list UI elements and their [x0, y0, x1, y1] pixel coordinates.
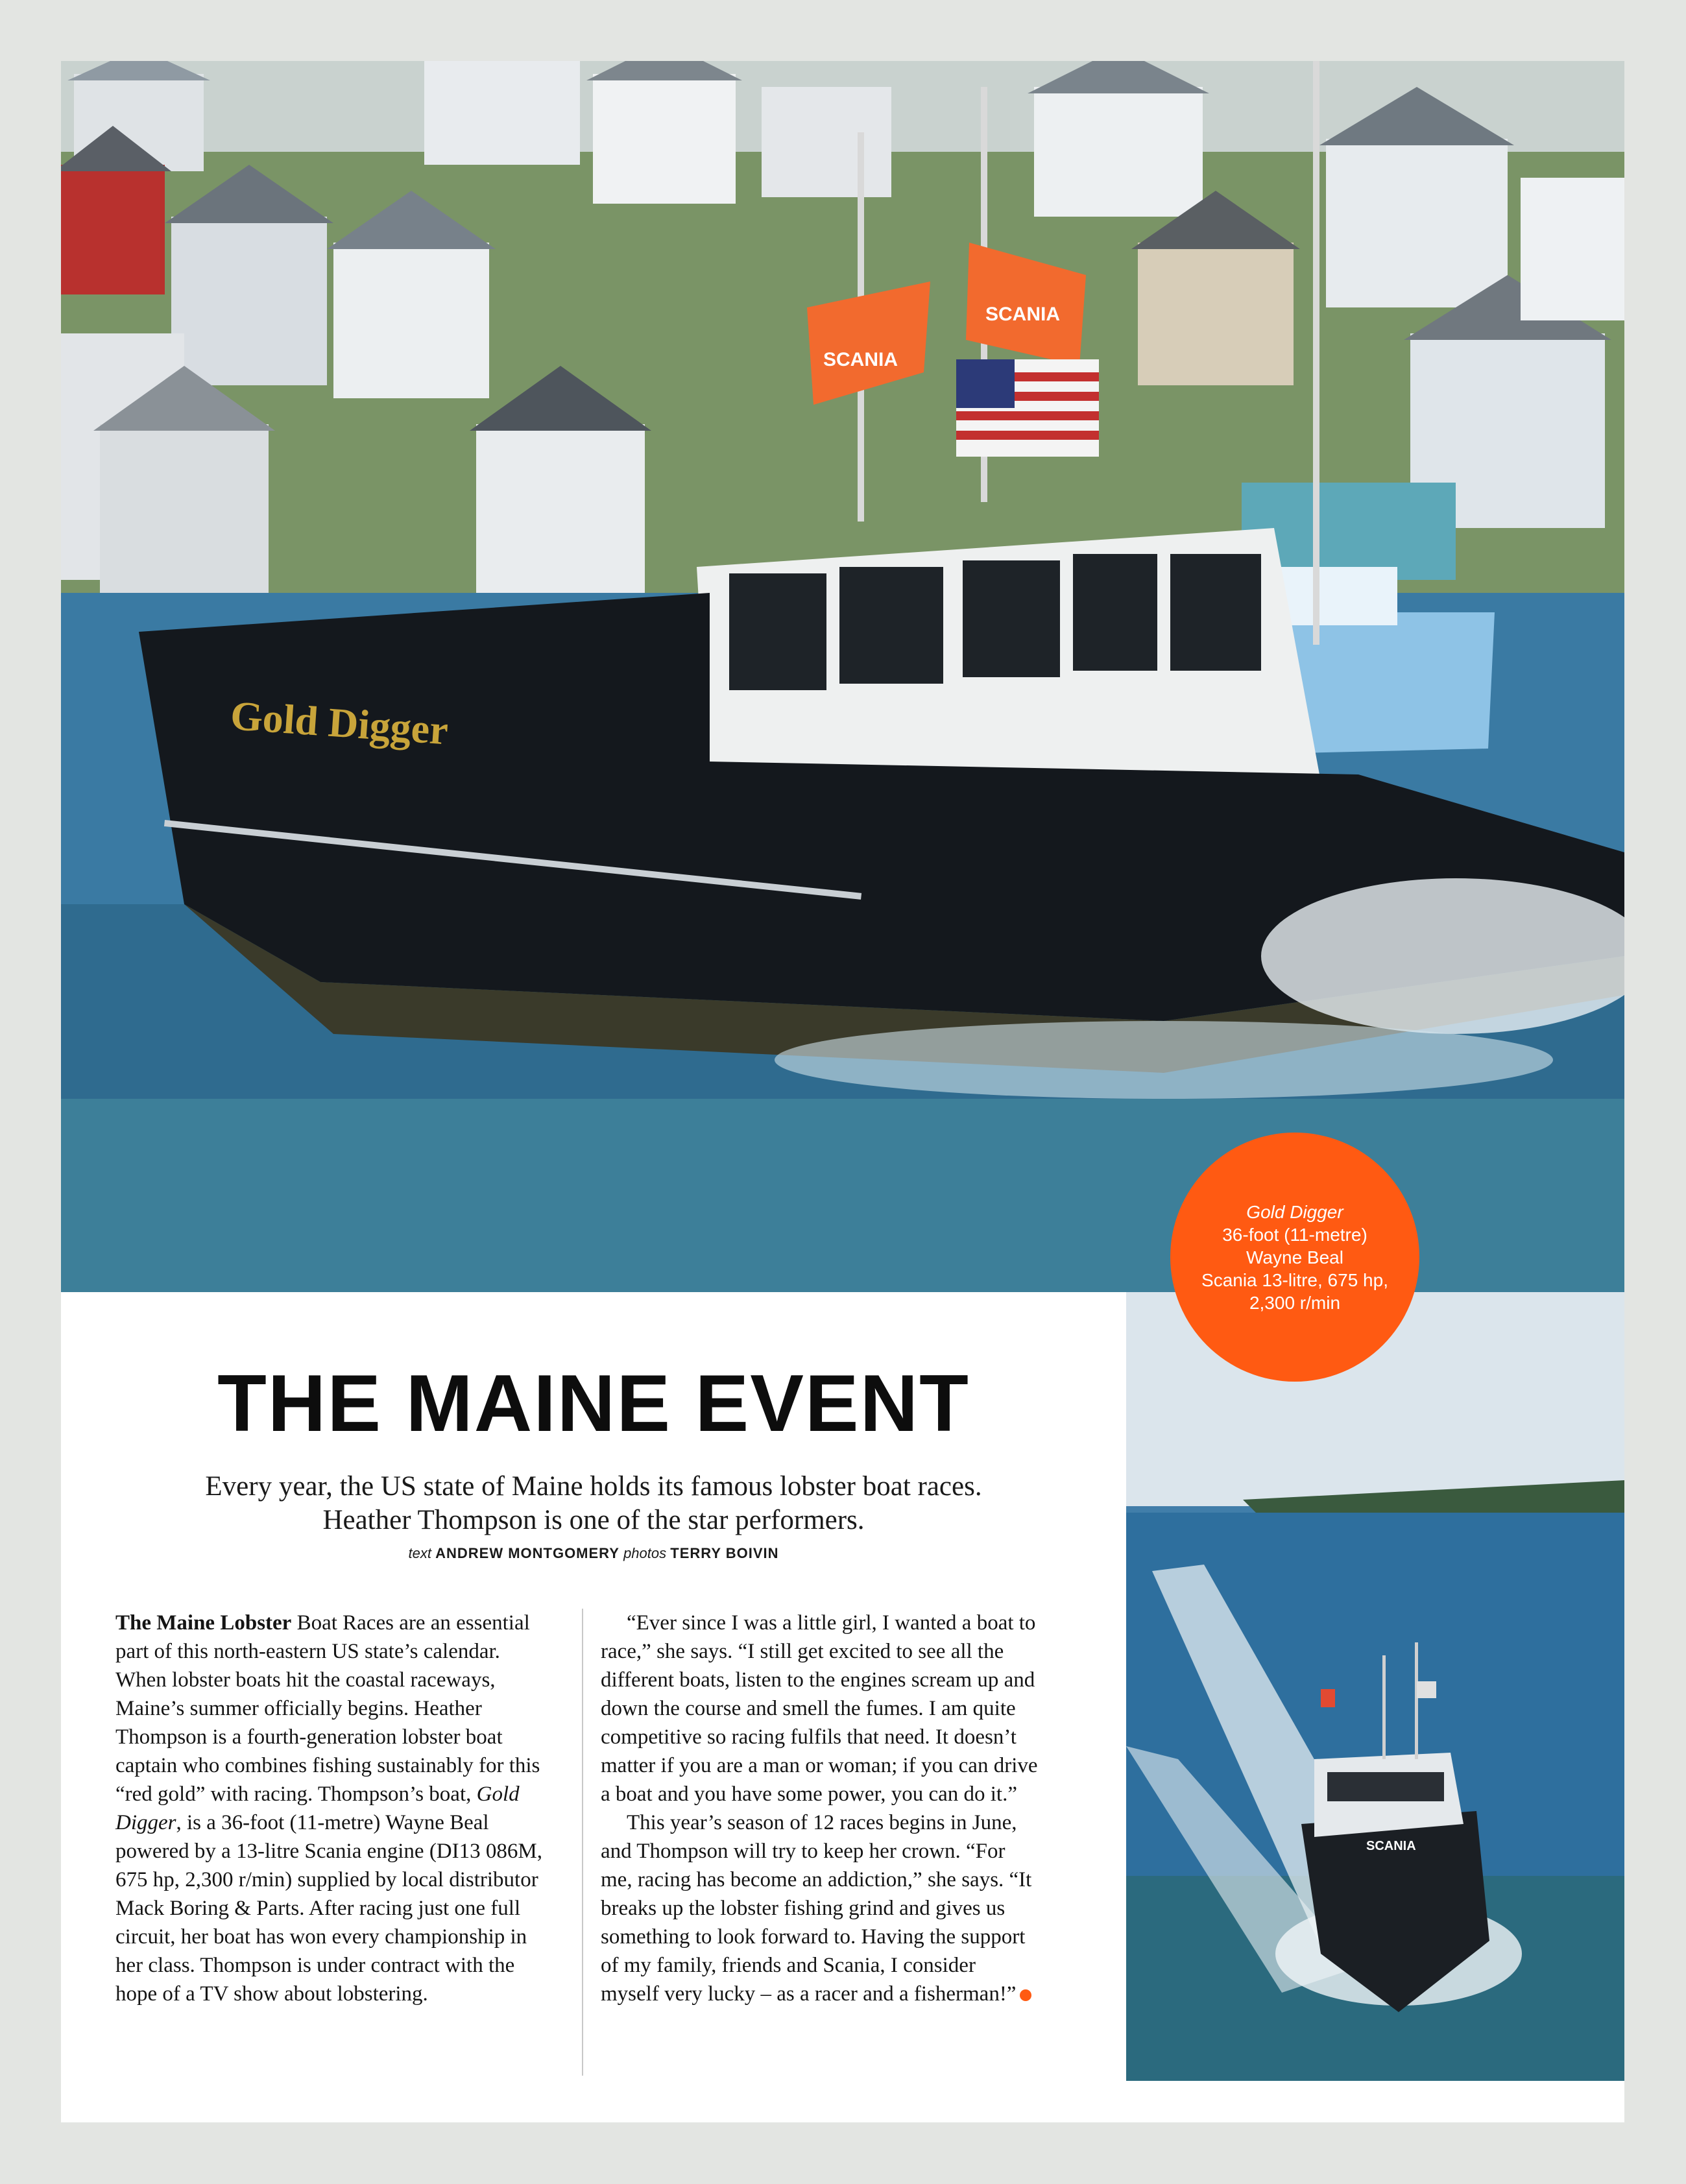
body-paragraph-final [601, 1808, 1039, 2008]
standfirst-line-1: Every year, the US state of Maine holds its famous lobster boat races. [205, 1471, 982, 1502]
credit-writer: ANDREW MONTGOMERY [435, 1545, 620, 1561]
standfirst [61, 1470, 1126, 1537]
lead-in: The Maine Lobster [115, 1611, 292, 1635]
credit-photo-label: photos [623, 1545, 667, 1561]
body-text: This year’s season of 12 races begins in June, and Thompson will try to keep her crown. “For me, racing has become an addiction,” she says. “It breaks up the lobster fishing grind and gives us something to look forward to. Having the support of my family, friends and Scania, I consider myself very lucky – as a racer and a fisherman!” [601, 1811, 1032, 2006]
body-paragraph [115, 1609, 553, 2008]
hero-photo-illustration [61, 61, 1624, 1292]
boat-name-italic: Gold Digger [115, 1782, 520, 1834]
flag-text-1: SCANIA [823, 349, 898, 370]
badge-engine: Scania 13-litre, 675 hp, [1201, 1269, 1388, 1290]
hull-name: Gold Digger [229, 692, 450, 754]
flag-text-2: SCANIA [985, 304, 1061, 325]
end-mark [1020, 1989, 1031, 2001]
column-divider [582, 1609, 583, 2076]
badge-rpm: 2,300 r/min [1249, 1292, 1341, 1313]
side-photo [1126, 1292, 1624, 2081]
standfirst-line-2: Heather Thompson is one of the star performers. [322, 1505, 865, 1535]
body-paragraph: “Ever since I was a little girl, I wanted a boat to race,” she says. “I still get excited to see all the different boats, listen to the engines scream up and down the course and smell the fumes. I am quite competitive so racing fulfils that need. It doesn’t matter if you are a man or woman; if you can drive a boat and you have some power, you can do it.” [601, 1611, 1038, 1806]
hero-photo [61, 61, 1624, 1292]
badge-boat-name: Gold Digger [1246, 1201, 1343, 1222]
badge-builder: Wayne Beal [1246, 1247, 1343, 1267]
side-boat-label: SCANIA [1366, 1839, 1416, 1853]
boat-spec-badge [1170, 1133, 1419, 1382]
body-column-2 [601, 1609, 1039, 2008]
credit-photographer: TERRY BOIVIN [670, 1545, 779, 1561]
article-title: THE MAINE EVENT [217, 1359, 970, 1448]
body-text: Boat Races are an essential part of this north-eastern US state’s calendar. When lobster boats hit the coastal raceways, Maine’s summer officially begins. Heather Thompson is a fourth-generation lobster boat captain who combines fishing sustainably for this “red gold” with racing. Thompson’s boat, [115, 1611, 540, 1806]
body-column-1 [115, 1609, 553, 2008]
magazine-page [61, 61, 1624, 2122]
byline [61, 1545, 1126, 1562]
body-text: , is a 36-foot (11-metre) Wayne Beal powered by a 13-litre Scania engine (DI13 086M, 675 hp, 2,300 r/min) supplied by local distributor Mack Boring & Parts. After racing just one full circuit, her boat has won every championship in her class. Thompson is under contract with the hope of a TV show about lobstering. [115, 1811, 542, 2006]
side-photo-illustration [1126, 1292, 1624, 2081]
badge-length: 36-foot (11-metre) [1222, 1224, 1367, 1245]
credit-text-label: text [408, 1545, 431, 1561]
